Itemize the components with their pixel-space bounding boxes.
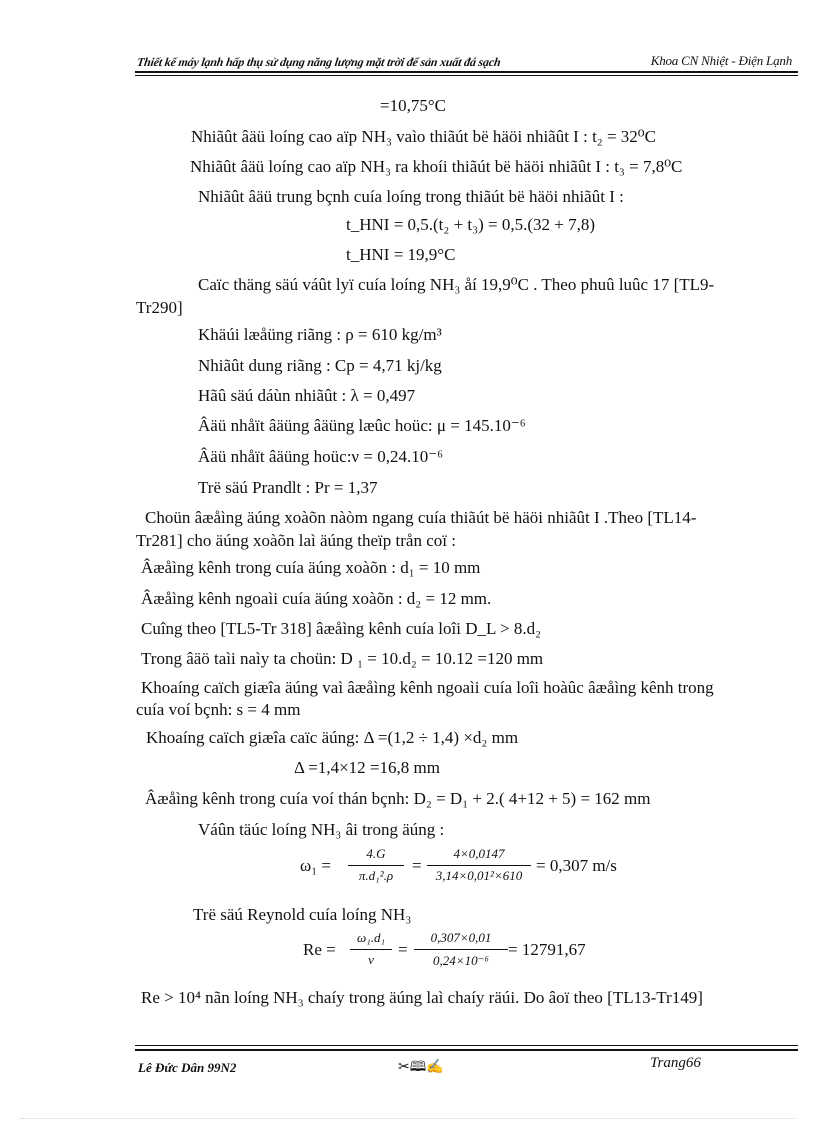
fraction-numerator: 4.G [366,846,386,861]
formula-lhs: Re = [303,940,336,959]
fraction-denominator: π.d₁².ρ [358,868,394,883]
text-line: cuía voí bçnh: s = 4 mm [136,700,301,719]
fraction-bar [427,865,531,866]
text-line: Hãû säú dáùn nhiãût : λ = 0,497 [198,386,416,405]
text-line: Trong âäö taìi naìy ta choün: D ₁ = 10.d₂ = 10.12 =120 mm [141,649,544,668]
footer-author: Lê Đức Dân 99N2 [138,1060,237,1075]
formula-line: t_HNI = 19,9°C [346,245,456,264]
text-line: Cuîng theo [TL5-Tr 318] âæåìng kênh cuía loîi D_L > 8.d₂ [141,619,542,638]
text-line: Tr290] [136,298,183,317]
text-line: Tr281] cho äúng xoàõn laì äúng theïp trån coï : [136,531,456,550]
text-line: Re > 10⁴ nãn loíng NH₃ chaíy trong äúng laì chaíy räúi. Do âoï theo [TL13-Tr149] [141,988,703,1007]
footer-rule [135,1049,798,1051]
text-line: Âæåìng kênh trong cuía voí thán bçnh: D₂ = D₁ + 2.( 4+12 + 5) = 162 mm [145,789,651,808]
footer-rule-thin [135,1045,798,1046]
formula-result: = 0,307 m/s [536,856,617,875]
text-line: Âæåìng kênh ngoaìi cuía äúng xoàõn : d₂ = 12 mm. [141,589,492,608]
fraction-denominator: 0,24×10⁻⁶ [433,953,489,968]
text-line: Caïc thäng säú váût lyï cuía loíng NH₃ åí 19,9⁰C . Theo phuû luûc 17 [TL9- [198,275,715,294]
footer-page-number: Trang66 [650,1055,701,1071]
footer-ornament: ✂🕮✍ [398,1060,444,1075]
text-line: Trë säú Reynold cuía loíng NH₃ [193,905,412,924]
fraction-numerator: ω₁.d₁ [357,930,385,945]
text-line: Nhiãût âäü trung bçnh cuía loíng trong thiãút bë häöi nhiãût I : [198,187,624,206]
fraction-bar [350,949,392,950]
header-rule [135,71,798,73]
formula-result: = 12791,67 [508,940,586,959]
fraction-bar [348,865,404,866]
text-line: Khoaíng caïch giæîa caïc äúng: Δ =(1,2 ÷ 1,4) ×d₂ mm [146,728,519,747]
text-line: Trë säú Prandlt : Pr = 1,37 [198,478,378,497]
text-line: Nhiãût dung riãng : Cp = 4,71 kj/kg [198,356,442,375]
text-line: Nhiãût âäü loíng cao aïp NH₃ ra khoíi thiãút bë häöi nhiãût I : t₃ = 7,8⁰C [190,157,683,176]
text-line: Âäü nhåït âäüng hoüc:ν = 0,24.10⁻⁶ [198,447,444,466]
header-rule-thin [135,75,798,76]
fraction-denominator: ν [368,952,374,967]
formula-lhs: ω₁ = [300,856,331,875]
fraction-denominator: 3,14×0,01²×610 [435,868,523,883]
fraction-numerator: 4×0,0147 [453,846,505,861]
text-line: Choün âæåìng äúng xoàõn nàòm ngang cuía thiãút bë häöi nhiãût I .Theo [TL14- [145,508,697,527]
text-line: Khäúi læåüng riãng : ρ = 610 kg/m³ [198,325,442,344]
fraction-numerator: 0,307×0,01 [430,930,492,945]
fraction-bar [414,949,508,950]
text-line: Δ =1,4×12 =16,8 mm [294,758,440,777]
header-department: Khoa CN Nhiệt - Điện Lạnh [650,53,792,68]
text-line: Âæåìng kênh trong cuía äúng xoàõn : d₁ = 10 mm [141,558,481,577]
page-edge-divider [20,1118,796,1119]
text-line: Nhiãût âäü loíng cao aïp NH₃ vaìo thiãút bë häöi nhiãût I : t₂ = 32⁰C [191,127,656,146]
text-line: Âäü nhåït âäüng âäüng læûc hoüc: μ = 145.10⁻⁶ [198,416,526,435]
header-title: Thiết kế máy lạnh hấp thụ sử dụng năng lượng mặt trời để sản xuất đá sạch [136,55,502,69]
text-line: Khoaíng caïch giæîa äúng vaì âæåìng kênh ngoaìi cuía loîi hoàûc âæåìng kênh trong [141,678,714,697]
text-line: =10,75°C [380,96,446,115]
formula-line: t_HNI = 0,5.(t₂ + t₃) = 0,5.(32 + 7,8) [346,215,595,234]
text-line: Váûn täúc loíng NH₃ âi trong äúng : [198,820,445,839]
